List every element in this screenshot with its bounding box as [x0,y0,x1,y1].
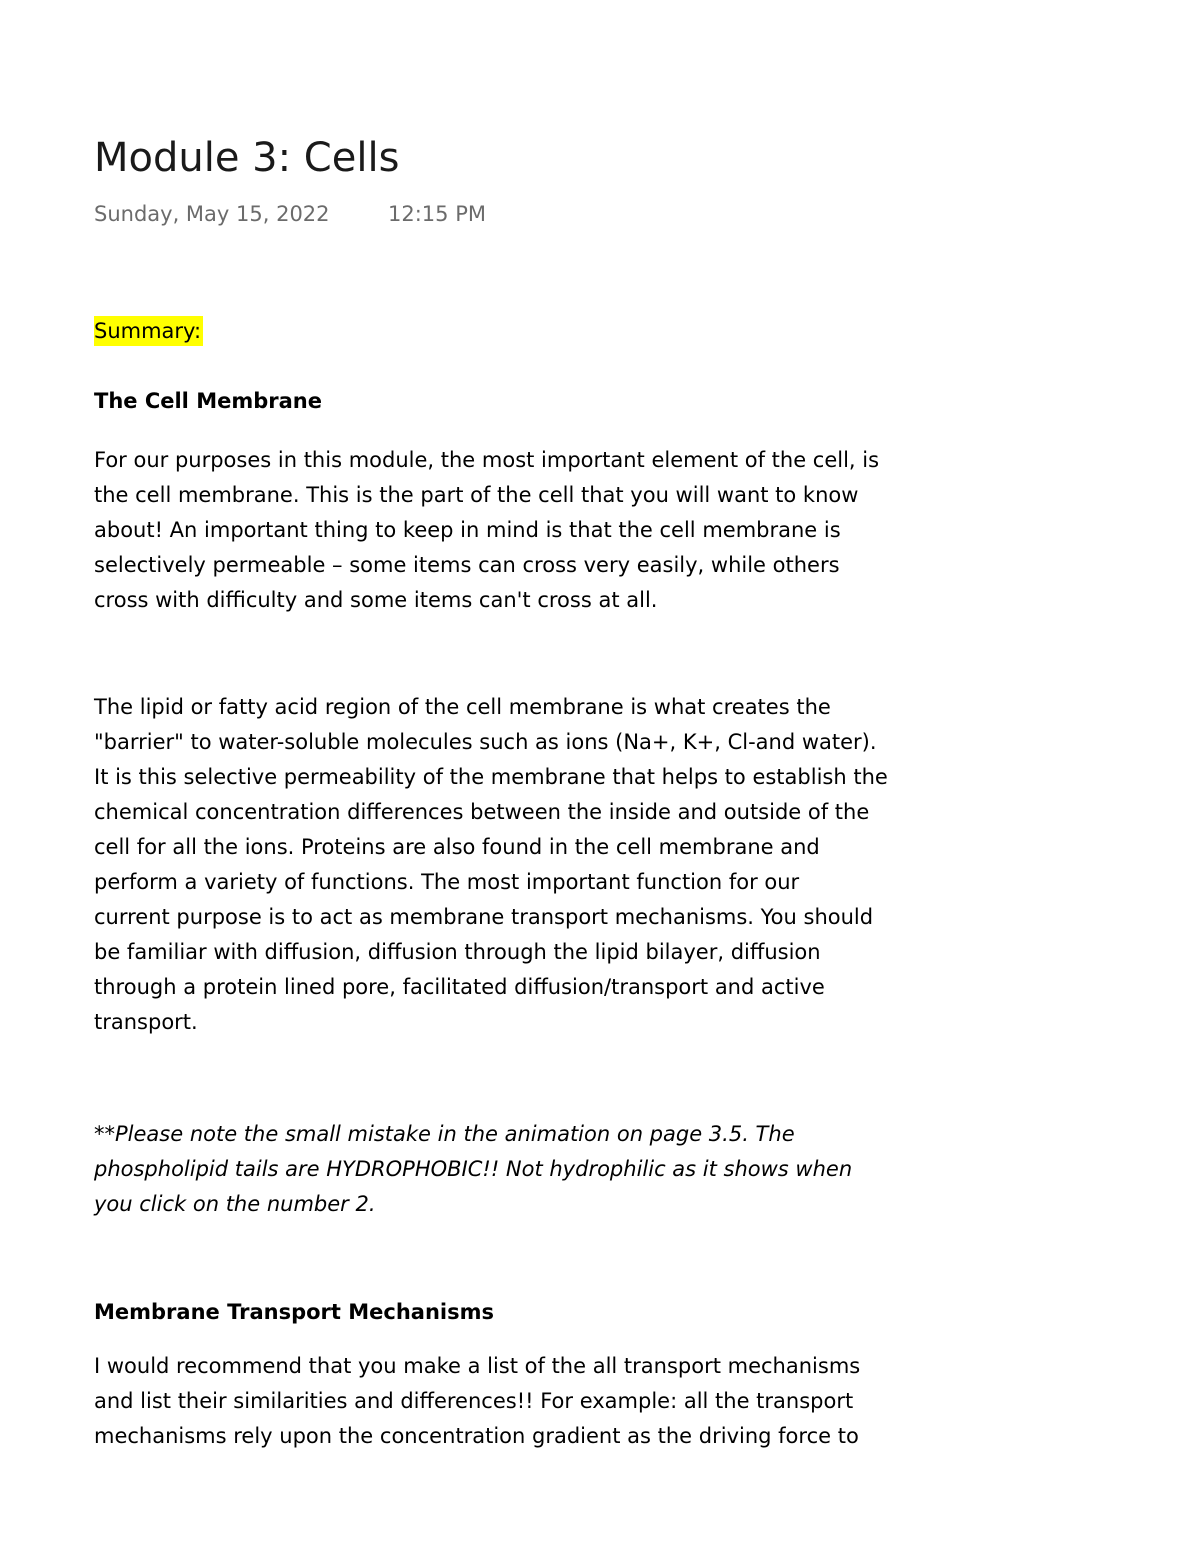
text-line: For our purposes in this module, the most important element of the cell, is [94,448,880,472]
text-line: chemical concentration differences between the inside and outside of the [94,800,870,824]
text-line: about! An important thing to keep in mind is that the cell membrane is [94,518,841,542]
text-line: perform a variety of functions. The most important function for our [94,870,800,894]
text-line: through a protein lined pore, facilitated diffusion/transport and active [94,975,825,999]
text-line: transport. [94,1010,198,1034]
summary-label: Summary: [94,316,203,346]
paragraph-lipid-region [94,690,994,1040]
paragraph-transport-recommendation [94,1349,994,1454]
text-line: and list their similarities and differences!! For example: all the transport [94,1389,854,1413]
text-line: phospholipid tails are HYDROPHOBIC!! Not hydrophilic as it shows when [94,1157,853,1181]
text-line: selectively permeable – some items can cross very easily, while others [94,553,840,577]
section-heading-transport-mechanisms: Membrane Transport Mechanisms [94,1300,494,1324]
text-line: I would recommend that you make a list of the all transport mechanisms [94,1354,861,1378]
text-line: the cell membrane. This is the part of the cell that you will want to know [94,483,859,507]
section-heading-cell-membrane: The Cell Membrane [94,389,322,413]
text-line: "barrier" to water-soluble molecules such as ions (Na+, K+, Cl-and water). [94,730,877,754]
note-date: Sunday, May 15, 2022 [94,202,330,226]
paragraph-cell-membrane-intro [94,443,994,618]
paragraph-animation-note [94,1117,994,1222]
text-line: cross with difficulty and some items can't cross at all. [94,588,658,612]
page-title: Module 3: Cells [94,135,400,181]
note-time: 12:15 PM [388,202,486,226]
text-line: be familiar with diffusion, diffusion through the lipid bilayer, diffusion [94,940,821,964]
text-line: It is this selective permeability of the membrane that helps to establish the [94,765,888,789]
text-line: mechanisms rely upon the concentration gradient as the driving force to [94,1424,859,1448]
text-line: cell for all the ions. Proteins are also found in the cell membrane and [94,835,820,859]
text-line: The lipid or fatty acid region of the cell membrane is what creates the [94,695,831,719]
text-line: **Please note the small mistake in the animation on page 3.5. The [94,1122,795,1146]
text-line: you click on the number 2. [94,1192,376,1216]
text-line: current purpose is to act as membrane transport mechanisms. You should [94,905,874,929]
